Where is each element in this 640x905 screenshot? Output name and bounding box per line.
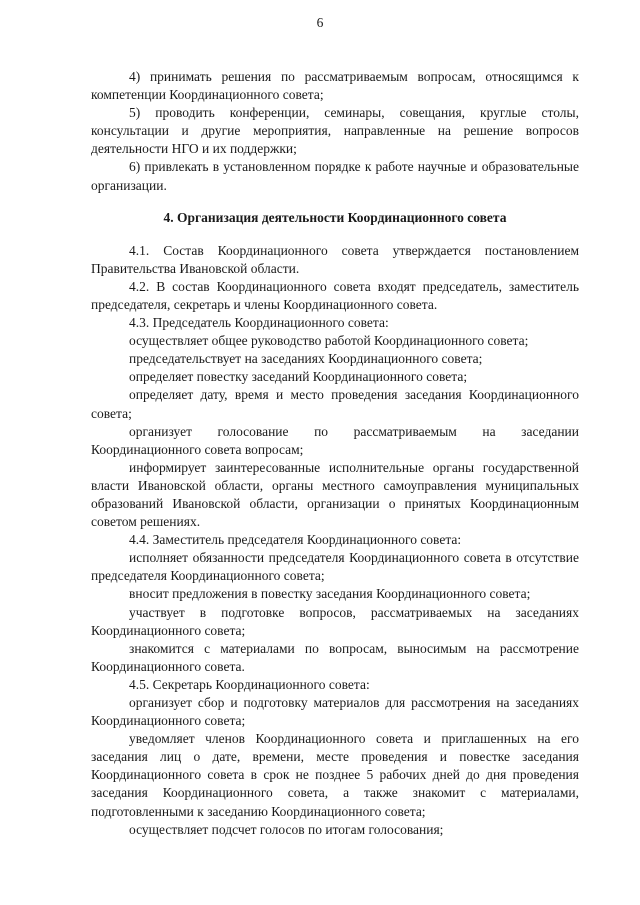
paragraph: знакомится с материалами по вопросам, выносимым на рассмотрение Координационного совета. (91, 640, 579, 674)
page-number: 6 (316, 15, 324, 30)
section-heading: 4. Организация деятельности Координационного совета (163, 209, 507, 225)
paragraph: исполняет обязанности председателя Координационного совета в отсутствие председателя Координационного совета; (91, 550, 579, 584)
paragraph: определяет повестку заседаний Координационного совета; (129, 369, 468, 385)
paragraph: организует голосование по рассматриваемым на заседании Координационного совета вопросам; (91, 423, 579, 457)
paragraph: вносит предложения в повестку заседания Координационного совета; (129, 586, 531, 602)
paragraph: 5) проводить конференции, семинары, совещания, круглые столы, консультации и другие мероприятия, направленные на решение вопросов деятельности НГО и их поддержки; (91, 105, 579, 157)
paragraph: информирует заинтересованные исполнительные органы государственной власти Ивановской области, органы местного самоуправления муниципальных образований Ивановской области, организации о принятых Координационным советом решениях. (91, 459, 579, 530)
paragraph: 4.1. Состав Координационного совета утверждается постановлением Правительства Ивановской области. (91, 242, 579, 276)
paragraph: 4.4. Заместитель председателя Координационного совета: (129, 532, 462, 548)
paragraph: осуществляет подсчет голосов по итогам голосования; (129, 821, 444, 837)
paragraph: 4.5. Секретарь Координационного совета: (129, 676, 370, 692)
paragraph: председательствует на заседаниях Координационного совета; (129, 351, 483, 367)
paragraph: 4) принимать решения по рассматриваемым вопросам, относящимся к компетенции Координационного совета; (91, 69, 579, 103)
paragraph: 4.2. В состав Координационного совета входят председатель, заместитель председателя, секретарь и члены Координационного совета. (91, 278, 579, 312)
paragraph: 4.3. Председатель Координационного совета: (129, 315, 389, 331)
paragraph: участвует в подготовке вопросов, рассматриваемых на заседаниях Координационного совета; (91, 604, 579, 638)
paragraph: определяет дату, время и место проведения заседания Координационного совета; (91, 387, 579, 421)
paragraph: 6) привлекать в установленном порядке к работе научные и образовательные организации. (91, 159, 579, 193)
paragraph: организует сбор и подготовку материалов для рассмотрения на заседаниях Координационного совета; (91, 695, 579, 729)
paragraph: осуществляет общее руководство работой Координационного совета; (129, 333, 529, 349)
document-body (91, 68, 579, 839)
paragraph: уведомляет членов Координационного совета и приглашенных на его заседания лиц о дате, времени, месте проведения и повестке заседания Координационного совета в срок не позднее 5 рабочих дней до дня проведения заседания Координационного совета, а также знакомит с материалами, подготовленными к заседанию Координационного совета; (91, 731, 579, 819)
